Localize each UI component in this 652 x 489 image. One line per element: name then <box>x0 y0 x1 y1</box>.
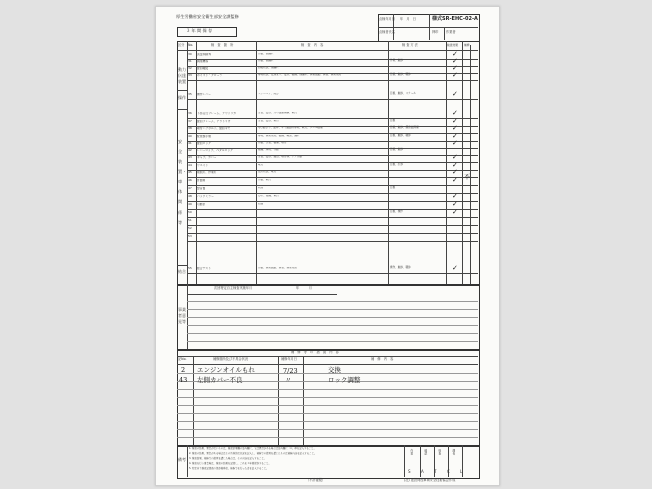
repair-entry-2-no: 43 <box>179 376 188 384</box>
stamp-label: 検査 <box>437 449 442 455</box>
row-content: き裂、変形、取付 <box>258 120 279 122</box>
row-check: ✓ <box>452 132 458 140</box>
row-content: 作動、異常振動、異音、異常発熱 <box>258 267 297 269</box>
ymd-label: 年 月 日 <box>400 17 416 21</box>
remarks-line-4: 4. 検査を行う事業場は、検査の結果を記録し、これを３年間保存すること。 <box>189 462 271 465</box>
row-content: 回転状況、油漏れ <box>258 67 279 69</box>
col-category: 区分 <box>178 43 185 47</box>
row-no: 46 <box>188 178 192 182</box>
row-method: 目視 <box>390 119 396 122</box>
row-check: ✓ <box>452 161 458 169</box>
row-check: ✓ <box>452 124 458 132</box>
row-check: ✓ <box>452 109 458 117</box>
row-no: 42 <box>188 148 192 152</box>
repair-col-status: 補修箇所及び不具合状況 <box>213 357 249 361</box>
row-no: 48 <box>188 194 192 198</box>
col-no: No. <box>188 43 194 47</box>
section-comprehensive: 結合 <box>178 269 186 274</box>
row-no: 35 <box>188 92 192 96</box>
ministry-label: 厚生労働省安全衛生部安全課監修 <box>176 14 239 19</box>
row-item: 前照灯、作業灯 <box>197 171 217 174</box>
row-check: ✓ <box>452 71 458 79</box>
remarks-line-5: 5. 特定自主検査記録表の保存義務者、補修等を行った者を記入すること。 <box>189 467 269 470</box>
row-content: 可○動き不、緩み、ギヤ歯面の摩耗、取付、シール損傷 <box>258 127 323 129</box>
row-content: 給脂 <box>258 203 264 205</box>
row-item: 配管継手類 <box>197 135 211 138</box>
col-items: 検 査 箇 所 <box>211 43 234 47</box>
row-content: き裂、変形、ｼｮｯｸ緩衝機構、取付 <box>258 112 297 114</box>
row-method: 目視、触診、超音波探傷 <box>390 126 419 129</box>
remarks-line-2: 2. 検査の結果、異常がある場合はその具体的な状況を記入し、補修等の措置を講じたものは補修内容を記入すること。 <box>189 452 317 455</box>
next-inspection-label: 次回特定自主検査実施年月 <box>214 286 253 290</box>
repair-entry-2-status: 左側カバー不良 <box>197 376 243 384</box>
stamp-letter: S <box>408 469 411 474</box>
row-method: 目視、打診 <box>390 163 403 166</box>
inspection-date-label: 点検年月日 <box>379 17 395 21</box>
row-method: 操作、触診、聴診 <box>390 266 411 269</box>
row-method: 作業、触診 <box>390 59 403 62</box>
remarks-line-3: 3. 検査結果、補修等の措置を講じた場合は、その内容を記入すること。 <box>189 457 267 460</box>
row-item: 流量制御弁 <box>197 53 211 56</box>
row-item: 可動部 <box>197 203 206 206</box>
row-content: き裂、変形、腐食、取付等、ドア作動 <box>258 156 303 158</box>
row-item: ホイスト・クローラ <box>197 74 223 77</box>
row-method: 目視 <box>390 186 396 189</box>
row-method: 目視、触診、聴診 <box>390 73 411 76</box>
repair-entry-1-status: エンジンオイルもれ <box>197 366 255 374</box>
row-content: 取付 <box>258 164 264 166</box>
repair-title: 補 修 等 の 措 置 内 容 <box>291 350 339 354</box>
row-check: ✓ <box>452 139 458 147</box>
section-operation: 操作 <box>178 95 186 100</box>
row-no: 55 <box>188 266 192 270</box>
row-check: ✓ <box>452 153 458 161</box>
inspector-label: 点検者氏名 <box>379 30 395 34</box>
inspection-sheet <box>155 6 500 486</box>
repair-entry-1-content: 交換 <box>328 366 341 374</box>
row-item: バックミラー <box>197 195 214 198</box>
row-no: 38 <box>188 126 192 130</box>
retention-label: ３ 年 間 保 存 <box>186 28 213 33</box>
row-method: 目視、触診、聴診 <box>390 134 411 137</box>
seal-label: 押印 <box>432 30 439 34</box>
stamp-label: 確認 <box>423 449 428 455</box>
row-item: 警音器 <box>197 187 206 190</box>
row-method: 目視、触診、スケール <box>390 92 416 95</box>
next-inspection-ymd: 年 月 <box>296 286 312 290</box>
row-no: 31 <box>188 59 192 63</box>
repair-entry-2-date: 〃 <box>285 376 292 384</box>
inspection-table <box>177 41 480 286</box>
row-check: ✓ <box>452 200 458 208</box>
stamp-label: 課長 <box>451 449 456 455</box>
row-item: 旋回フレーム、アウトリガ <box>197 120 231 123</box>
row-no: 36 <box>188 111 192 115</box>
row-check: ✓ <box>452 50 458 58</box>
row-item: 旋回軸受 <box>197 67 209 70</box>
row-content: 作動、き裂、損傷、取付 <box>258 142 287 144</box>
row-no: 43 <box>188 155 192 159</box>
section-body: 安全装置・車体関係等 <box>178 139 187 225</box>
row-no: 30 <box>188 52 192 56</box>
row-no: 37 <box>188 119 192 123</box>
remarks-label: 備考 <box>178 457 186 462</box>
row-method: 目視、触診 <box>390 148 403 151</box>
row-check: ✓ <box>452 192 458 200</box>
row-content: 点灯状況、取付 <box>258 171 277 173</box>
footer-right: (社) 建設荷役車両安全技術協会作成 <box>404 478 456 482</box>
stamp-letter: T <box>434 469 437 474</box>
row-check: ✓ <box>452 117 458 125</box>
remarks-line-1: 1. 検査の結果、異常がないものは、検査結果欄の該当欄に、又は異常がある場合は該当欄に「×」印を記入すること。 <box>189 447 316 450</box>
row-item: 取付ハブボルト、旋回ギヤ <box>197 127 231 130</box>
row-check: ✓ <box>452 90 458 98</box>
row-no: 52 <box>188 226 192 230</box>
repair-col-no: 記No. <box>178 357 187 361</box>
row-no: 47 <box>188 186 192 190</box>
col-result: 検査結果 <box>447 43 459 47</box>
row-check: ✓ <box>452 57 458 65</box>
row-no: 40 <box>188 134 192 138</box>
row-no: 51 <box>188 218 192 222</box>
repair-entry-1-no: 2 <box>181 366 186 374</box>
row-content: 摩耗状況、伝達まり、変形、損傷、油漏れ、異常振動、異音、異常発熱 <box>258 74 342 76</box>
row-no: 33 <box>188 73 192 77</box>
row-no: 32 <box>188 66 192 70</box>
row-item: ウエイト <box>197 164 209 167</box>
footer-left: （不許複製） <box>306 478 326 482</box>
row-no: 41 <box>188 141 192 145</box>
row-no: 53 <box>188 234 192 238</box>
repair-entry-2-content: ロック調整 <box>328 376 361 384</box>
row-check: ✓ <box>452 64 458 72</box>
row-check: ✓ <box>452 168 458 176</box>
row-content: 作動、油漏れ <box>258 60 274 62</box>
notes-label: 事業者意見等 <box>178 307 186 324</box>
row-item: 下部走行フレーム、アウトリガ <box>197 112 237 115</box>
form-code: 様式SR-EHC-02-A <box>432 16 478 22</box>
col-maintenance: 補修 <box>464 43 470 47</box>
row-item: 総合テスト <box>197 267 211 270</box>
row-no: 45 <box>188 170 192 174</box>
row-content: ストローク、遊び <box>258 93 279 95</box>
maintenance-mark: 不 <box>464 174 471 181</box>
section-drive: 動力伝達装置 <box>178 67 186 84</box>
row-content: 作動、取付 <box>258 179 271 181</box>
stamp-letter: L <box>460 469 463 474</box>
stamp-letter: C <box>447 469 450 474</box>
row-item: キャブ、カバー <box>197 156 217 159</box>
row-content: 作動、油漏れ <box>258 53 274 55</box>
row-content: 損傷、摩耗、作動 <box>258 149 279 151</box>
repair-col-date: 補修年月日 <box>281 357 297 361</box>
row-check: ✓ <box>452 176 458 184</box>
repair-col-content: 補 修 内 容 <box>371 357 394 361</box>
row-item: 計器類 <box>197 179 206 182</box>
stamp-letter: A <box>421 469 424 474</box>
col-method: 検 査 方 法 <box>402 43 418 47</box>
row-no: 44 <box>188 163 192 167</box>
row-method: 目視、操作 <box>390 210 403 213</box>
row-item: 減速機等 <box>197 60 209 63</box>
operator-label: 作業者 <box>446 30 456 34</box>
row-check: ✓ <box>452 208 458 216</box>
row-item: レバーロック、ペダルロック <box>197 149 233 152</box>
repair-entry-1-date: 7/23 <box>283 367 298 375</box>
row-item: 旋回ロック <box>197 142 211 145</box>
row-content: 汚れ、損傷、取付 <box>258 195 279 197</box>
row-no: 49 <box>188 202 192 206</box>
col-content: 検 査 内 容 <box>301 43 324 47</box>
row-no: 50 <box>188 210 192 214</box>
row-check: ✓ <box>452 264 458 272</box>
row-content: 吹鳴 <box>258 187 264 189</box>
row-content: 摩耗、異常発熱、損傷、亀裂、漏れ <box>258 135 300 137</box>
row-item: 操作レバー <box>197 93 211 96</box>
stamp-label: 作業 <box>409 449 414 455</box>
